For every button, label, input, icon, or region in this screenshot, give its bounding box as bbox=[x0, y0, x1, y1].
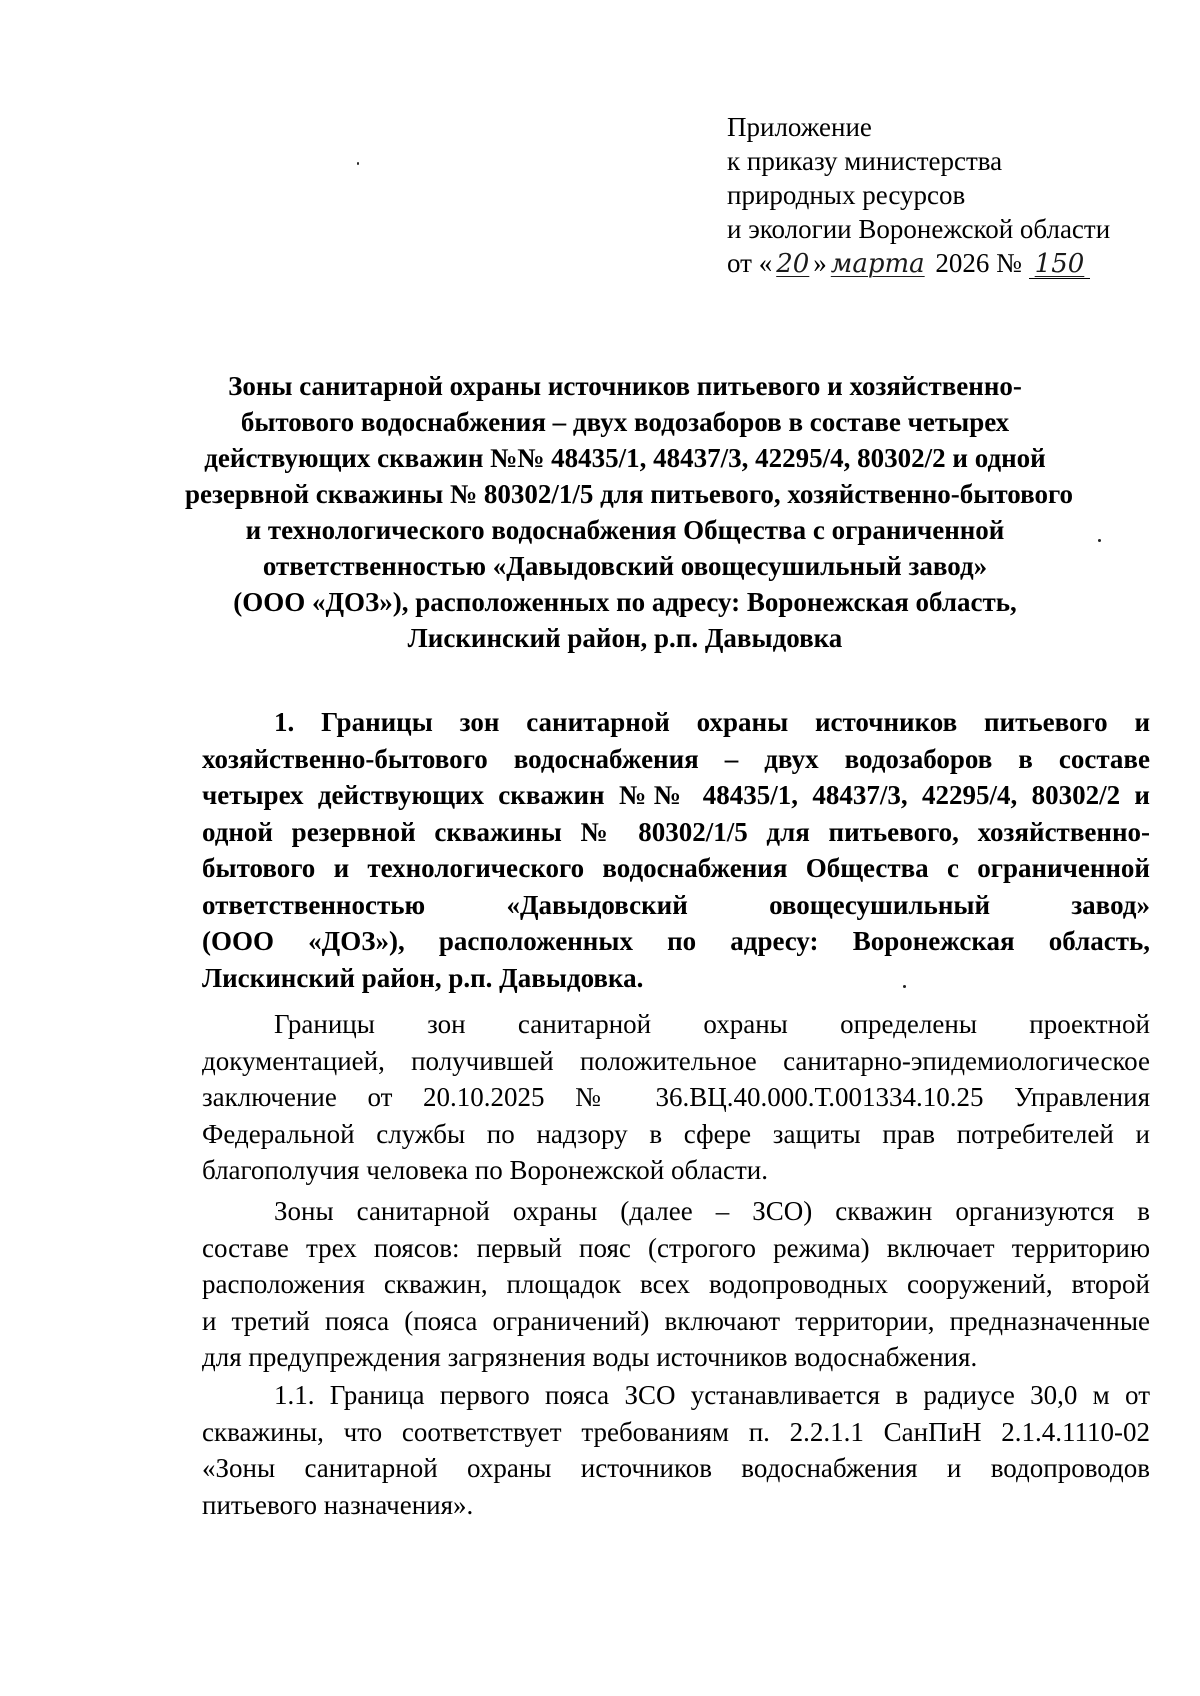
title-line: действующих скважин №№ 48435/1, 48437/3, 42295/4, 80302/2 и одной bbox=[204, 443, 1046, 473]
title-line: (ООО «ДОЗ»), расположенных по адресу: Воронежская область, bbox=[233, 587, 1017, 617]
appendix-line: к приказу министерства bbox=[727, 146, 1003, 176]
paragraph-line: 1.1. Граница первого пояса ЗСО устанавливается в радиусе 30,0 м от bbox=[274, 1380, 1150, 1410]
title-line: Лискинский район, р.п. Давыдовка bbox=[407, 623, 843, 653]
section-line: 1. Границы зон санитарной охраны источников питьевого и bbox=[274, 707, 1150, 737]
paragraph-line-spread bbox=[202, 1006, 1150, 1043]
word: проектной bbox=[1029, 1009, 1150, 1039]
word: «Давыдовский bbox=[506, 889, 688, 920]
section-line-last: Лискинский район, р.п. Давыдовка. bbox=[202, 962, 644, 993]
paragraph-line: расположения скважин, площадок всех водопроводных сооружений, второй bbox=[202, 1269, 1150, 1299]
handwritten-month: марта bbox=[830, 249, 925, 279]
section-line: одной резервной скважины № 80302/1/5 для питьевого, хозяйственно- bbox=[202, 816, 1150, 847]
document-title bbox=[185, 368, 1074, 656]
date-mid: » bbox=[813, 248, 827, 278]
appendix-title: Приложение bbox=[727, 112, 872, 142]
word: зон bbox=[427, 1009, 466, 1039]
paragraph-line-last: питьевого назначения». bbox=[202, 1489, 474, 1520]
section-line: (ООО «ДОЗ»), расположенных по адресу: Воронежская область, bbox=[202, 926, 1150, 956]
scan-speck bbox=[903, 985, 906, 988]
paragraph-line: скважины, что соответствует требованиям п. 2.2.1.1 СанПиН 2.1.4.1110-02 bbox=[202, 1416, 1150, 1447]
title-line: резервной скважины № 80302/1/5 для питьевого, хозяйственно-бытового bbox=[185, 479, 1074, 509]
date-year: 2026 № bbox=[935, 248, 1022, 278]
word: охраны bbox=[703, 1009, 788, 1039]
paragraph-line: Зоны санитарной охраны (далее – ЗСО) скважин организуются в bbox=[274, 1196, 1150, 1226]
scan-speck bbox=[357, 162, 359, 165]
section-line-spread bbox=[202, 887, 1150, 924]
section-line: хозяйственно-бытового водоснабжения – двух водозаборов в составе bbox=[202, 743, 1150, 774]
section-1-heading bbox=[202, 704, 1150, 996]
paragraph-line: «Зоны санитарной охраны источников водоснабжения и водопроводов bbox=[202, 1453, 1150, 1483]
title-line: и технологического водоснабжения Общества с ограниченной bbox=[245, 515, 1005, 545]
appendix-line: и экологии Воронежской области bbox=[727, 214, 1111, 244]
date-prefix: от « bbox=[727, 248, 773, 278]
paragraph-line: составе трех поясов: первый пояс (строгого режима) включает территорию bbox=[202, 1232, 1150, 1263]
handwritten-day: 20 bbox=[776, 249, 810, 279]
appendix-date-line bbox=[727, 246, 1167, 281]
scan-speck bbox=[1098, 539, 1101, 542]
appendix-line: природных ресурсов bbox=[727, 180, 966, 210]
paragraph-first-belt bbox=[202, 1377, 1150, 1523]
section-line: бытового и технологического водоснабжения Общества с ограниченной bbox=[202, 853, 1150, 883]
paragraph-line: Федеральной службы по надзору в сфере защиты прав потребителей и bbox=[202, 1118, 1150, 1149]
appendix-block bbox=[727, 110, 1167, 281]
title-line: ответственностью «Давыдовский овощесушильный завод» bbox=[262, 551, 988, 581]
word: овощесушильный bbox=[769, 889, 991, 920]
word: Границы bbox=[274, 1009, 375, 1039]
word: ответственностью bbox=[202, 889, 426, 920]
title-line: Зоны санитарной охраны источников питьевого и хозяйственно- bbox=[228, 371, 1022, 401]
paragraph-line: документацией, получившей положительное санитарно-эпидемиологическое bbox=[202, 1045, 1150, 1076]
section-line: четырех действующих скважин №№ 48435/1, 48437/3, 42295/4, 80302/2 и bbox=[202, 780, 1150, 810]
handwritten-order-number: 150 bbox=[1029, 250, 1091, 279]
word: санитарной bbox=[517, 1009, 652, 1039]
paragraph-line: и третий пояса (пояса ограничений) включают территории, предназначенные bbox=[202, 1305, 1150, 1336]
word: завод» bbox=[1071, 889, 1150, 920]
title-line: бытового водоснабжения – двух водозаборов в составе четырех bbox=[240, 407, 1010, 437]
paragraph-line-last: благополучия человека по Воронежской области. bbox=[202, 1155, 768, 1185]
paragraph-boundaries bbox=[202, 1006, 1150, 1189]
word: определены bbox=[840, 1009, 977, 1039]
paragraph-line: заключение от 20.10.2025 № 36.ВЦ.40.000.Т.001334.10.25 Управления bbox=[202, 1082, 1150, 1112]
paragraph-zso bbox=[202, 1193, 1150, 1376]
paragraph-line-last: для предупреждения загрязнения воды источников водоснабжения. bbox=[202, 1342, 978, 1372]
